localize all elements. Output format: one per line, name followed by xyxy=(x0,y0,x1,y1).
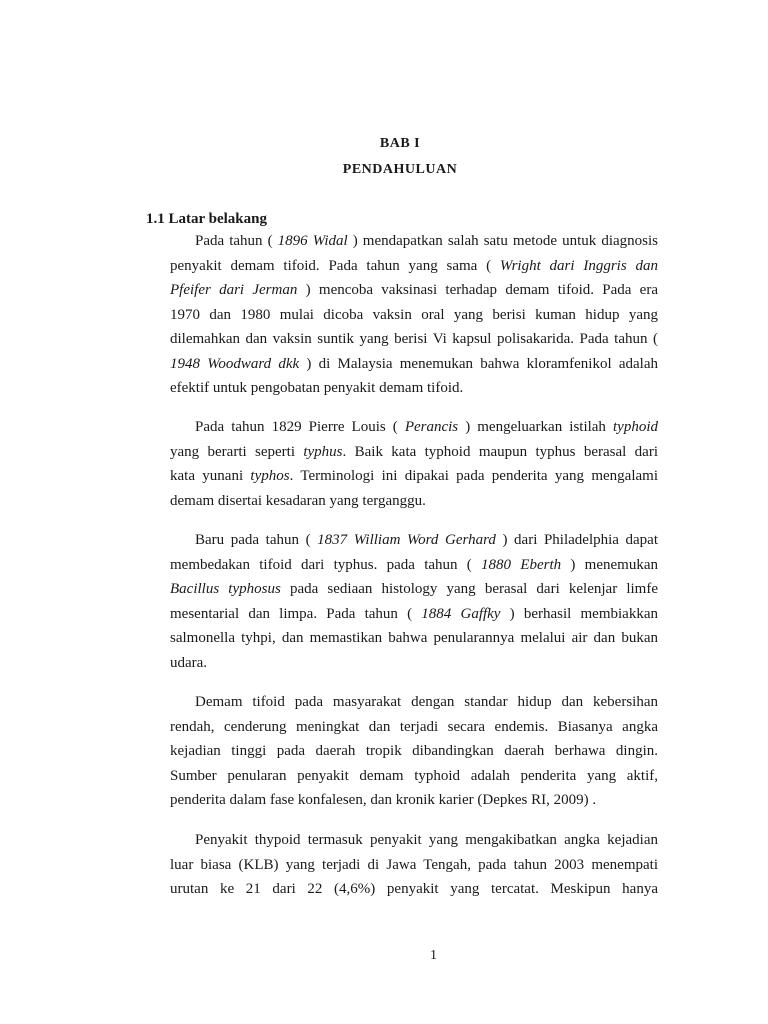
paragraph xyxy=(170,828,658,902)
chapter-title: PENDAHULUAN xyxy=(342,162,458,177)
text-segment: rendah, cenderung meningkat dan terjadi secara endemis. Biasanya angka xyxy=(170,718,658,735)
italic-text: typhoid xyxy=(613,419,658,435)
text-segment: . Baik kata typhoid maupun typhus berasal dari xyxy=(342,443,658,460)
text-line xyxy=(170,602,658,627)
italic-text: Wright dari Inggris dan xyxy=(499,257,658,274)
text-segment: yang berarti seperti xyxy=(170,443,304,460)
text-line xyxy=(170,828,658,853)
italic-text: 1948 Woodward dkk xyxy=(170,355,300,372)
text-segment: demam disertai kesadaran yang terganggu. xyxy=(170,492,426,509)
section-heading: 1.1 Latar belakang xyxy=(146,211,267,227)
text-segment: Baru pada tahun ( xyxy=(195,532,318,548)
text-line xyxy=(170,440,658,465)
text-line xyxy=(170,254,658,279)
text-line xyxy=(170,528,658,553)
text-line xyxy=(170,327,658,352)
text-segment: luar biasa (KLB) yang terjadi di Jawa Tengah, pada tahun 2003 menempati xyxy=(170,856,658,873)
text-line xyxy=(170,739,658,764)
text-segment: membedakan tifoid dari typhus. pada tahun ( xyxy=(170,556,482,573)
text-segment: Sumber penularan penyakit demam typhoid adalah penderita yang aktif, xyxy=(170,767,658,784)
text-line xyxy=(170,877,658,902)
text-segment: ) dari Philadelphia dapat xyxy=(495,532,659,548)
text-segment: Demam tifoid pada masyarakat dengan standar hidup dan kebersihan xyxy=(195,694,658,710)
text-line xyxy=(170,764,658,789)
paragraph xyxy=(170,528,658,675)
text-line xyxy=(170,553,658,578)
text-segment: 1970 dan 1980 mulai dicoba vaksin oral yang berisi kuman hidup yang xyxy=(170,306,658,323)
text-segment: kejadian tinggi pada daerah tropik dibandingkan daerah berhawa dingin. xyxy=(170,743,658,759)
text-segment: penyakit demam tifoid. Pada tahun yang sama ( xyxy=(170,257,500,274)
text-line xyxy=(170,690,658,715)
text-line xyxy=(170,489,658,514)
text-segment: Pada tahun 1829 Pierre Louis ( xyxy=(195,419,405,435)
paragraph xyxy=(170,415,658,513)
text-line xyxy=(170,626,658,651)
text-line xyxy=(170,788,658,813)
text-segment: Penyakit thypoid termasuk penyakit yang mengakibatkan angka kejadian xyxy=(195,832,658,848)
italic-text: Pfeifer dari Jerman xyxy=(170,282,298,298)
text-segment: urutan ke 21 dari 22 (4,6%) penyakit yang tercatat. Meskipun hanya xyxy=(170,881,658,897)
text-line xyxy=(170,303,658,328)
text-segment: ) berhasil membiakkan xyxy=(500,605,658,622)
paragraph xyxy=(170,229,658,401)
text-segment: kata yunani xyxy=(170,468,251,484)
text-line xyxy=(170,229,658,254)
text-segment: ) mencoba vaksinasi terhadap demam tifoid. Pada era xyxy=(297,282,658,298)
text-line xyxy=(170,651,658,676)
text-line xyxy=(170,715,658,740)
text-segment: udara. xyxy=(170,654,208,671)
italic-text: 1884 Gaffky xyxy=(421,605,501,622)
italic-text: typhos xyxy=(250,468,290,484)
text-segment: ) mengeluarkan istilah xyxy=(458,419,613,435)
text-line xyxy=(170,853,658,878)
text-segment: salmonella tyhpi, dan memastikan bahwa penularannya melalui air dan bukan xyxy=(170,630,658,646)
italic-text: Perancis xyxy=(404,419,459,435)
text-segment: dilemahkan dan vaksin suntik yang berisi Vi kapsul polisakarida. Pada tahun ( xyxy=(170,331,658,347)
text-segment: penderita dalam fase konfalesen, dan kronik karier (Depkes RI, 2009) . xyxy=(170,792,597,808)
italic-text: typhus xyxy=(303,443,343,460)
italic-text: Bacillus typhosus xyxy=(170,581,281,597)
paragraph xyxy=(170,690,658,813)
text-segment: pada sediaan histology yang berasal dari kelenjar limfe xyxy=(280,581,658,597)
text-line xyxy=(170,352,658,377)
page-number: 1 xyxy=(430,948,437,963)
chapter-label: BAB I xyxy=(379,136,421,151)
text-segment: efektif untuk pengobatan penyakit demam tifoid. xyxy=(170,380,464,396)
italic-text: 1837 William Word Gerhard xyxy=(317,532,496,548)
text-segment: mesentarial dan limpa. Pada tahun ( xyxy=(170,605,422,622)
italic-text: 1896 Widal xyxy=(277,233,348,249)
text-line xyxy=(170,464,658,489)
text-line xyxy=(170,577,658,602)
text-line xyxy=(170,278,658,303)
text-line xyxy=(170,376,658,401)
text-line xyxy=(170,415,658,440)
text-segment: ) menemukan xyxy=(561,556,658,573)
text-segment: ) mendapatkan salah satu metode untuk diagnosis xyxy=(347,233,658,249)
text-segment: . Terminologi ini dipakai pada penderita yang mengalami xyxy=(289,468,658,484)
italic-text: 1880 Eberth xyxy=(481,556,562,573)
text-segment: ) di Malaysia menemukan bahwa kloramfenikol adalah xyxy=(299,355,658,372)
text-segment: Pada tahun ( xyxy=(195,233,278,249)
